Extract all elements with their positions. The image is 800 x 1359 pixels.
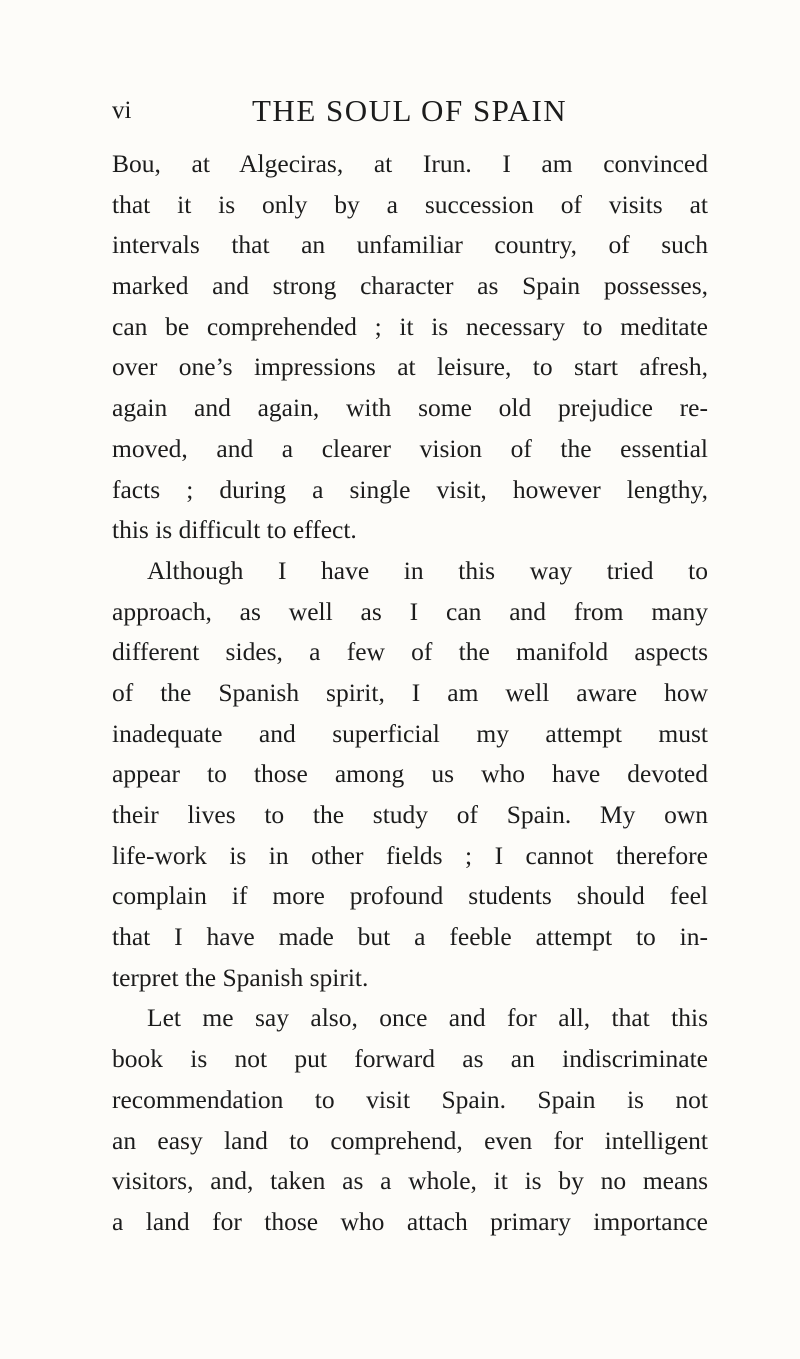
text-line: a land for those who attach primary importance bbox=[112, 1206, 708, 1236]
text-line: this is difficult to effect. bbox=[112, 515, 357, 545]
text-line: appear to those among us who have devoted bbox=[112, 759, 708, 789]
text-line: different sides, a few of the manifold aspects bbox=[112, 637, 708, 667]
text-line: approach, as well as I can and from many bbox=[112, 596, 708, 626]
text-line: that I have made but a feeble attempt to in- bbox=[112, 922, 708, 952]
text-line: Although I have in this way tried to bbox=[147, 555, 708, 585]
text-line: intervals that an unfamiliar country, of such bbox=[112, 230, 708, 260]
body-text bbox=[112, 144, 708, 1243]
text-line: terpret the Spanish spirit. bbox=[112, 962, 369, 992]
text-line: book is not put forward as an indiscriminate bbox=[112, 1044, 708, 1074]
text-line: visitors, and, taken as a whole, it is by no means bbox=[112, 1166, 708, 1196]
text-line: inadequate and superficial my attempt must bbox=[112, 718, 708, 748]
text-line: over one’s impressions at leisure, to start afresh, bbox=[112, 352, 708, 382]
text-line: Let me say also, once and for all, that this bbox=[147, 1003, 708, 1033]
running-title: THE SOUL OF SPAIN bbox=[252, 93, 568, 128]
text-line: can be comprehended ; it is necessary to meditate bbox=[112, 311, 708, 341]
text-line: complain if more profound students should feel bbox=[112, 881, 708, 911]
text-line: moved, and a clearer vision of the essential bbox=[112, 433, 708, 463]
text-line: marked and strong character as Spain possesses, bbox=[112, 271, 708, 301]
running-head bbox=[112, 88, 708, 134]
text-line: of the Spanish spirit, I am well aware how bbox=[112, 677, 708, 707]
text-line: again and again, with some old prejudice re- bbox=[112, 393, 708, 423]
text-line: Bou, at Algeciras, at Irun. I am convinced bbox=[112, 149, 708, 178]
page-number: vi bbox=[112, 97, 132, 124]
text-line: their lives to the study of Spain. My own bbox=[112, 800, 708, 829]
text-line: recommendation to visit Spain. Spain is not bbox=[112, 1084, 708, 1114]
text-line: that it is only by a succession of visits at bbox=[112, 189, 708, 219]
text-line: life-work is in other fields ; I cannot therefore bbox=[112, 840, 708, 870]
text-line: an easy land to comprehend, even for intelligent bbox=[112, 1125, 708, 1155]
text-line: facts ; during a single visit, however lengthy, bbox=[112, 474, 708, 504]
